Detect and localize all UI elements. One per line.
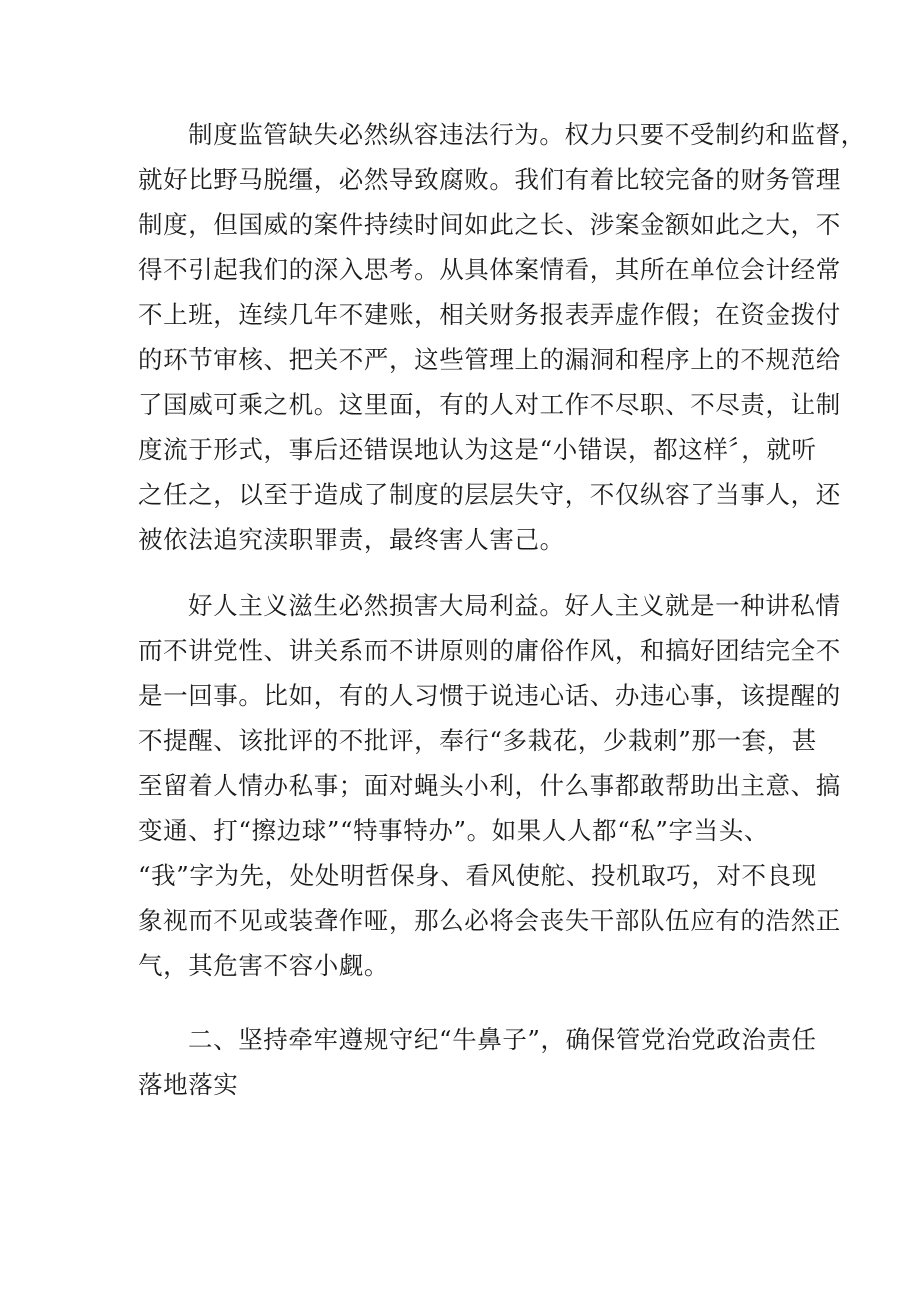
paragraph-good-person-mentality [138,583,841,988]
paragraph-institutional-oversight [138,112,866,562]
text-line: 好人主义滋生必然损害大局利益。好人主义就是一种讲私情 [188,591,841,620]
text-line: 的环节审核、把关不严，这些管理上的漏洞和程序上的不规范给 [138,345,841,374]
text-line: 而不讲党性、讲关系而不讲原则的庸俗作风，和搞好团结完全不 [138,636,841,665]
text-line: 不上班，连续几年不建账，相关财务报表弄虚作假；在资金拨付 [138,300,841,329]
text-line: 二、坚持牵牢遵规守纪“牛鼻子”，确保管党治党政治责任 [188,1025,817,1054]
text-line: 得不引起我们的深入思考。从具体案情看，其所在单位会计经常 [138,255,841,284]
text-line: “我”字为先，处处明哲保身、看风使舵、投机取巧，对不良现 [138,861,817,890]
text-line: 至留着人情办私事；面对蝇头小利，什么事都敢帮助出主意、搞 [138,771,841,800]
text-line: 就好比野马脱缰，必然导致腐败。我们有着比较完备的财务管理 [138,165,841,194]
text-line: 制度，但国威的案件持续时间如此之长、涉案金额如此之大，不 [138,210,841,239]
text-line: 落地落实 [138,1070,239,1099]
text-line: 气，其危害不容小觑。 [138,951,389,980]
text-line: 被依法追究渎职罪责，最终害人害己。 [138,525,565,554]
text-line: 了国威可乘之机。这里面，有的人对工作不尽职、不尽责，让制 [138,390,841,419]
text-line: 之任之，以至于造成了制度的层层失守，不仅纵容了当事人，还 [138,480,841,509]
section-heading-two [138,1017,818,1107]
text-line: 制度监管缺失必然纵容违法行为。权力只要不受制约和监督， [188,120,866,149]
text-line: 度流于形式，事后还错误地认为这是“小错误，都这样〞，就听 [138,435,817,464]
text-line: 变通、打“擦边球”“特事特办”。如果人人都“私”字当头、 [138,816,769,845]
text-line: 象视而不见或装聋作哑，那么必将会丧失干部队伍应有的浩然正 [138,906,841,935]
text-line: 是一回事。比如，有的人习惯于说违心话、办违心事，该提醒的 [138,681,841,710]
text-line: 不提醒、该批评的不批评，奉行“多栽花，少栽刺”那一套，甚 [138,726,817,755]
